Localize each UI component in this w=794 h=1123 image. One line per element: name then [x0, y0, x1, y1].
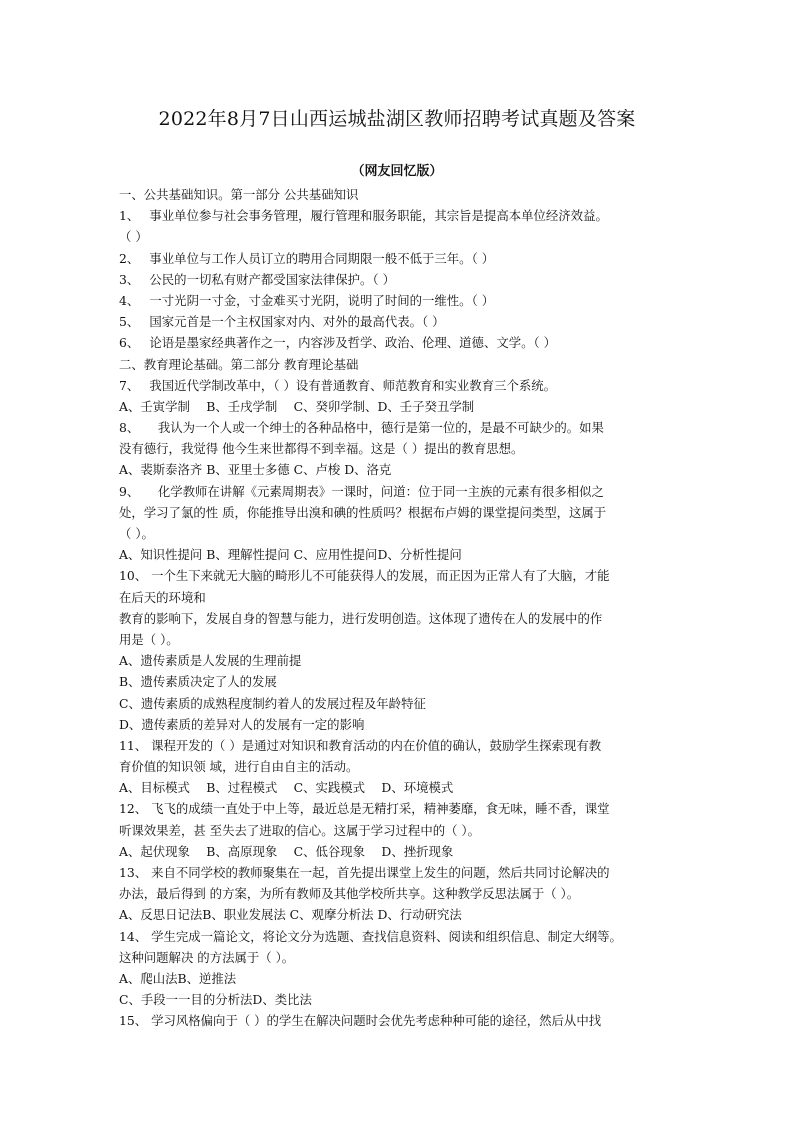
text-line: 14、 学生完成一篇论文，将论文分为选题、查找信息资料、阅读和组织信息、制定大纲等。: [119, 928, 622, 944]
text-line: 这种问题解决 的方法属于（ ）。: [119, 949, 295, 965]
text-line: A、反思日记法B、职业发展法 C、观摩分析法 D、行动研究法: [119, 907, 462, 923]
text-line: 7、 我国近代学制改革中，（ ）设有普通教育、师范教育和实业教育三个系统。: [119, 377, 557, 393]
text-line: A、起伏现象 B、高原现象 C、低谷现象 D、挫折现象: [119, 843, 454, 859]
text-line: 13、 来自不同学校的教师聚集在一起，首先提出课堂上发生的问题，然后共同讨论解决的: [119, 865, 610, 880]
text-line: 12、 飞飞的成绩一直处于中上等，最近总是无精打采，精神萎靡，食无味，睡不香，课堂: [119, 801, 610, 817]
text-line: A、目标模式 B、过程模式 C、实践模式 D、环境模式: [119, 780, 454, 796]
text-line: 4、 一寸光阴一寸金，寸金难买寸光阴，说明了时间的一维性。（ ）: [119, 292, 495, 308]
text-line: 办法，最后得到 的方案，为所有教师及其他学校所共享。这种教学反思法属于（ ）。: [119, 886, 580, 902]
text-line: 用是（ ）。: [119, 631, 179, 647]
text-line: A、知识性提问 B、理解性提问 C、应用性提问D、分析性提问: [119, 547, 462, 563]
text-line: 2、 事业单位与工作人员订立的聘用合同期限一般不低于三年。（ ）: [119, 250, 495, 266]
text-line: 处，学习了氯的性 质，你能推导出溴和碘的性质吗？根据布卢姆的课堂提问类型，这属于: [119, 504, 607, 520]
text-line: 一、公共基础知识。第一部分 公共基础知识: [119, 187, 359, 202]
text-line: 在后天的环境和: [119, 589, 206, 605]
text-line: 1、 事业单位参与社会事务管理，履行管理和服务职能，其宗旨是提高本单位经济效益。: [119, 208, 608, 224]
text-line: 10、 一个生下来就无大脑的畸形儿不可能获得人的发展，而正因为正常人有了大脑，才能: [119, 568, 610, 584]
text-line: 育价值的知识领 域，进行自由自主的活动。: [119, 759, 359, 775]
text-line: 11、 课程开发的（ ）是通过对知识和教育活动的内在价值的确认，鼓励学生探索现有教: [119, 737, 602, 753]
text-line: （ ）: [119, 229, 148, 245]
text-line: A、遗传素质是人发展的生理前提: [119, 653, 302, 669]
text-line: 二、教育理论基础。第二部分 教育理论基础: [119, 356, 359, 372]
text-line: 15、 学习风格偏向于（ ）的学生在解决问题时会优先考虑种种可能的途径，然后从中找: [119, 1013, 602, 1029]
text-line: D、遗传素质的差异对人的发展有一定的影响: [119, 716, 365, 732]
text-line: 教育的影响下，发展自身的智慧与能力，进行发明创造。这体现了遗传在人的发展中的作: [119, 610, 603, 626]
text-line: 8、 我认为一个人或一个绅士的各种品格中，德行是第一位的，是最不可缺少的。如果: [119, 420, 604, 436]
text-line: 9、 化学教师在讲解《元素周期表》一课时，问道：位于同一主族的元素有很多相似之: [119, 483, 604, 499]
text-line: （ ）。: [119, 526, 154, 541]
text-line: 6、 论语是墨家经典著作之一，内容涉及哲学、政治、伦理、道德、文学。（ ）: [119, 335, 557, 351]
text-line: 3、 公民的一切私有财产都受国家法律保护。（ ）: [119, 271, 395, 287]
text-line: A、裴斯泰洛齐 B、亚里士多德 C、卢梭 D、洛克: [119, 462, 392, 478]
document-body: [119, 184, 689, 1032]
document-subtitle: （网友回忆版）: [351, 164, 443, 179]
text-line: C、遗传素质的成熟程度制约着人的发展过程及年龄特征: [119, 695, 426, 711]
document-title: 2022年8月7日山西运城盐湖区教师招聘考试真题及答案: [158, 108, 636, 130]
text-line: A、壬寅学制 B、壬戌学制 C、癸卯学制、D、壬子癸丑学制: [119, 398, 475, 414]
text-line: B、遗传素质决定了人的发展: [119, 674, 277, 690]
text-line: A、爬山法B、逆推法: [119, 970, 237, 986]
text-line: C、手段一一目的分析法D、类比法: [119, 992, 312, 1008]
text-line: 听课效果差，甚 至失去了进取的信心。这属于学习过程中的（ ）。: [119, 822, 481, 838]
text-line: 没有德行，我觉得 他今生来世都得不到幸福。这是（ ）提出的教育思想。: [119, 441, 524, 457]
text-line: 5、 国家元首是一个主权国家对内、对外的最高代表。（ ）: [119, 314, 445, 330]
